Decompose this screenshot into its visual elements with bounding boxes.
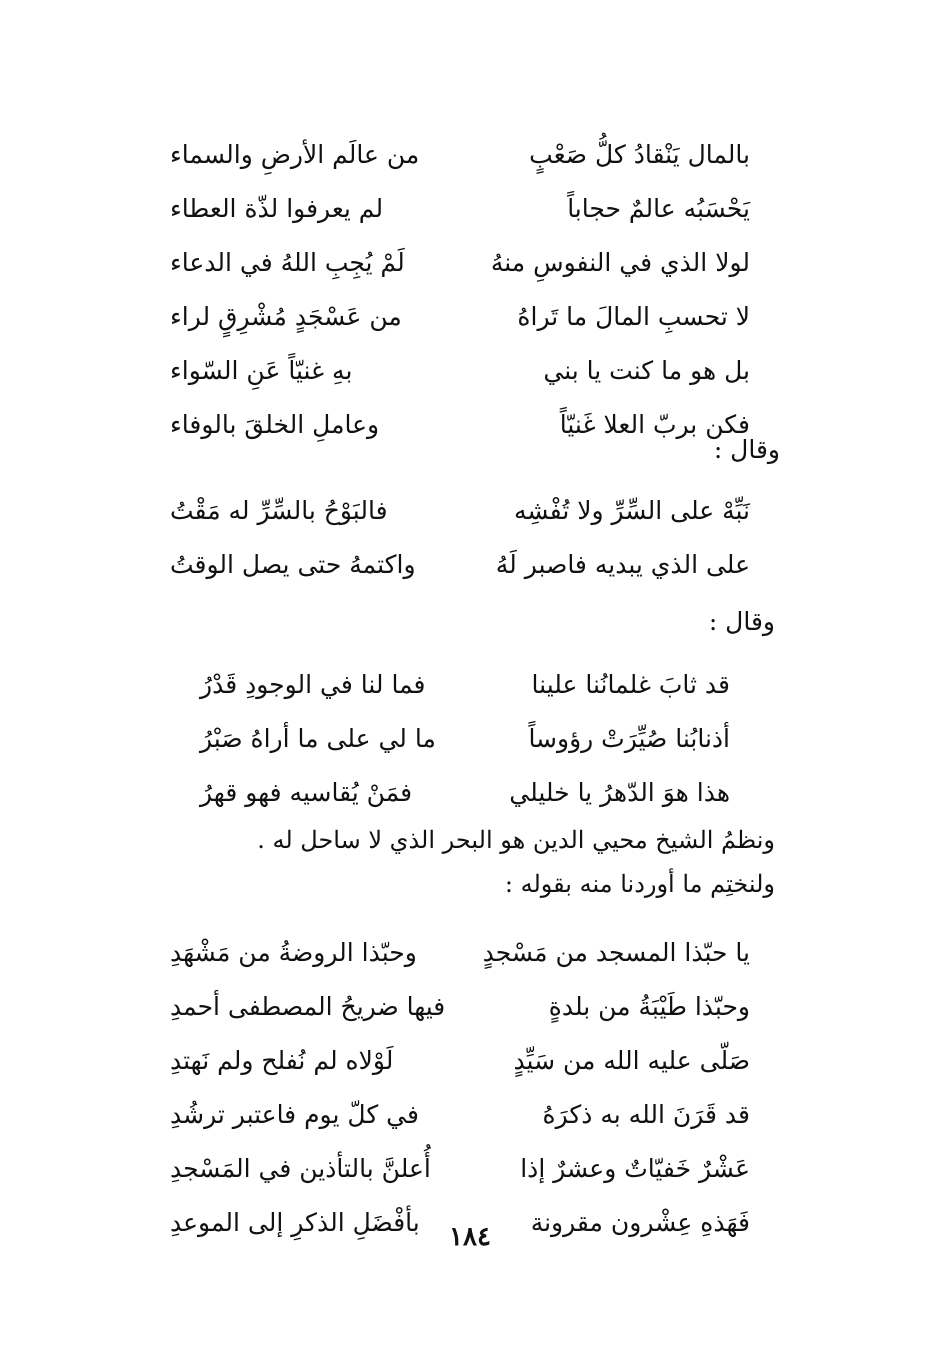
hemistich-second: لَوْلاه لم نُفلح ولم نَهتدِ [170,1046,394,1075]
hemistich-second: فالبَوْحُ بالسِّرِّ له مَقْتُ [170,496,388,525]
page-number: ١٨٤ [449,1222,491,1252]
verse [170,290,750,344]
hemistich-second: فيها ضريحُ المصطفى أحمدِ [170,992,446,1021]
hemistich-second: من عالَم الأرضِ والسماء [170,140,420,169]
verse [170,398,750,452]
verse [170,1034,750,1088]
prose-line: ولنختِم ما أوردنا منه بقوله : [504,870,775,898]
hemistich-first: نَبِّهْ على السِّرِّ ولا تُفْشِه [513,496,750,525]
hemistich-second: وعاملِ الخلقَ بالوفاء [170,410,380,439]
poem-2 [170,484,750,592]
verse [170,926,750,980]
hemistich-first: قد قَرَنَ الله به ذكرَهُ [542,1100,750,1129]
hemistich-second: لم يعرفوا لذّة العطاء [170,194,384,223]
hemistich-first: بالمال يَنْقادُ كلُّ صَعْبٍ [529,140,750,169]
verse [170,1142,750,1196]
verse [170,128,750,182]
verse [170,236,750,290]
hemistich-second: واكتمهُ حتى يصل الوقتُ [170,550,416,579]
hemistich-first: يا حبّذا المسجد من مَسْجدٍ [482,938,750,967]
hemistich-first: صَلّى عليه الله من سَيِّدٍ [513,1046,750,1075]
section-intro: وقال : [713,435,780,464]
section-intro: وقال : [708,607,775,636]
hemistich-first: بل هو ما كنت يا بني [543,356,750,385]
hemistich-second: من عَسْجَدٍ مُشْرِقٍ لراء [170,302,402,331]
verse [170,344,750,398]
hemistich-second: فمَنْ يُقاسيه فهو قهرُ [200,778,413,807]
poem-3 [200,658,730,820]
hemistich-second: وحبّذا الروضةُ من مَشْهَدِ [170,938,417,967]
verse [170,538,750,592]
hemistich-first: عَشْرٌ خَفيّاتٌ وعشرٌ إذا [520,1154,750,1183]
verse [170,182,750,236]
hemistich-first: وحبّذا طَيْبَةُ من بلدةٍ [548,992,750,1021]
poem-4 [170,926,750,1250]
hemistich-first: أذنابُنا صُيِّرَتْ رؤوساً [528,724,730,753]
verse [200,766,730,820]
hemistich-first: قد ثابَ غلمانُنا علينا [531,670,730,699]
hemistich-first: لا تحسبِ المالَ ما تَراهُ [517,302,750,331]
hemistich-second: بأفْضَلِ الذكرِ إلى الموعدِ [170,1208,420,1237]
verse [200,712,730,766]
hemistich-second: في كلّ يوم فاعتبر ترشُدِ [170,1100,419,1129]
verse [170,484,750,538]
hemistich-first: هذا هوَ الدّهرُ يا خليلي [509,778,730,807]
verse [170,1088,750,1142]
prose-line: ونظمُ الشيخ محيي الدين هو البحر الذي لا ساحل له . [257,826,775,854]
hemistich-second: فما لنا في الوجودِ قَدْرُ [200,670,426,699]
hemistich-second: ما لي على ما أراهُ صَبْرُ [200,724,436,753]
hemistich-first: فكن بربّ العلا غَنيّاً [559,410,750,439]
hemistich-first: فَهَذهِ عِشْرون مقرونة [530,1208,750,1237]
poem-1 [170,128,750,452]
hemistich-second: أُعلنَّ بالتأذين في المَسْجدِ [170,1154,431,1183]
verse [200,658,730,712]
hemistich-second: لَمْ يُجِبِ اللهُ في الدعاء [170,248,405,277]
hemistich-first: لولا الذي في النفوسِ منهُ [490,248,750,277]
hemistich-second: بهِ غنيّاً عَنِ السّواء [170,356,353,385]
hemistich-first: يَحْسَبُه عالمٌ حجاباً [567,194,750,223]
verse [170,980,750,1034]
hemistich-first: على الذي يبديه فاصبر لَهُ [495,550,750,579]
